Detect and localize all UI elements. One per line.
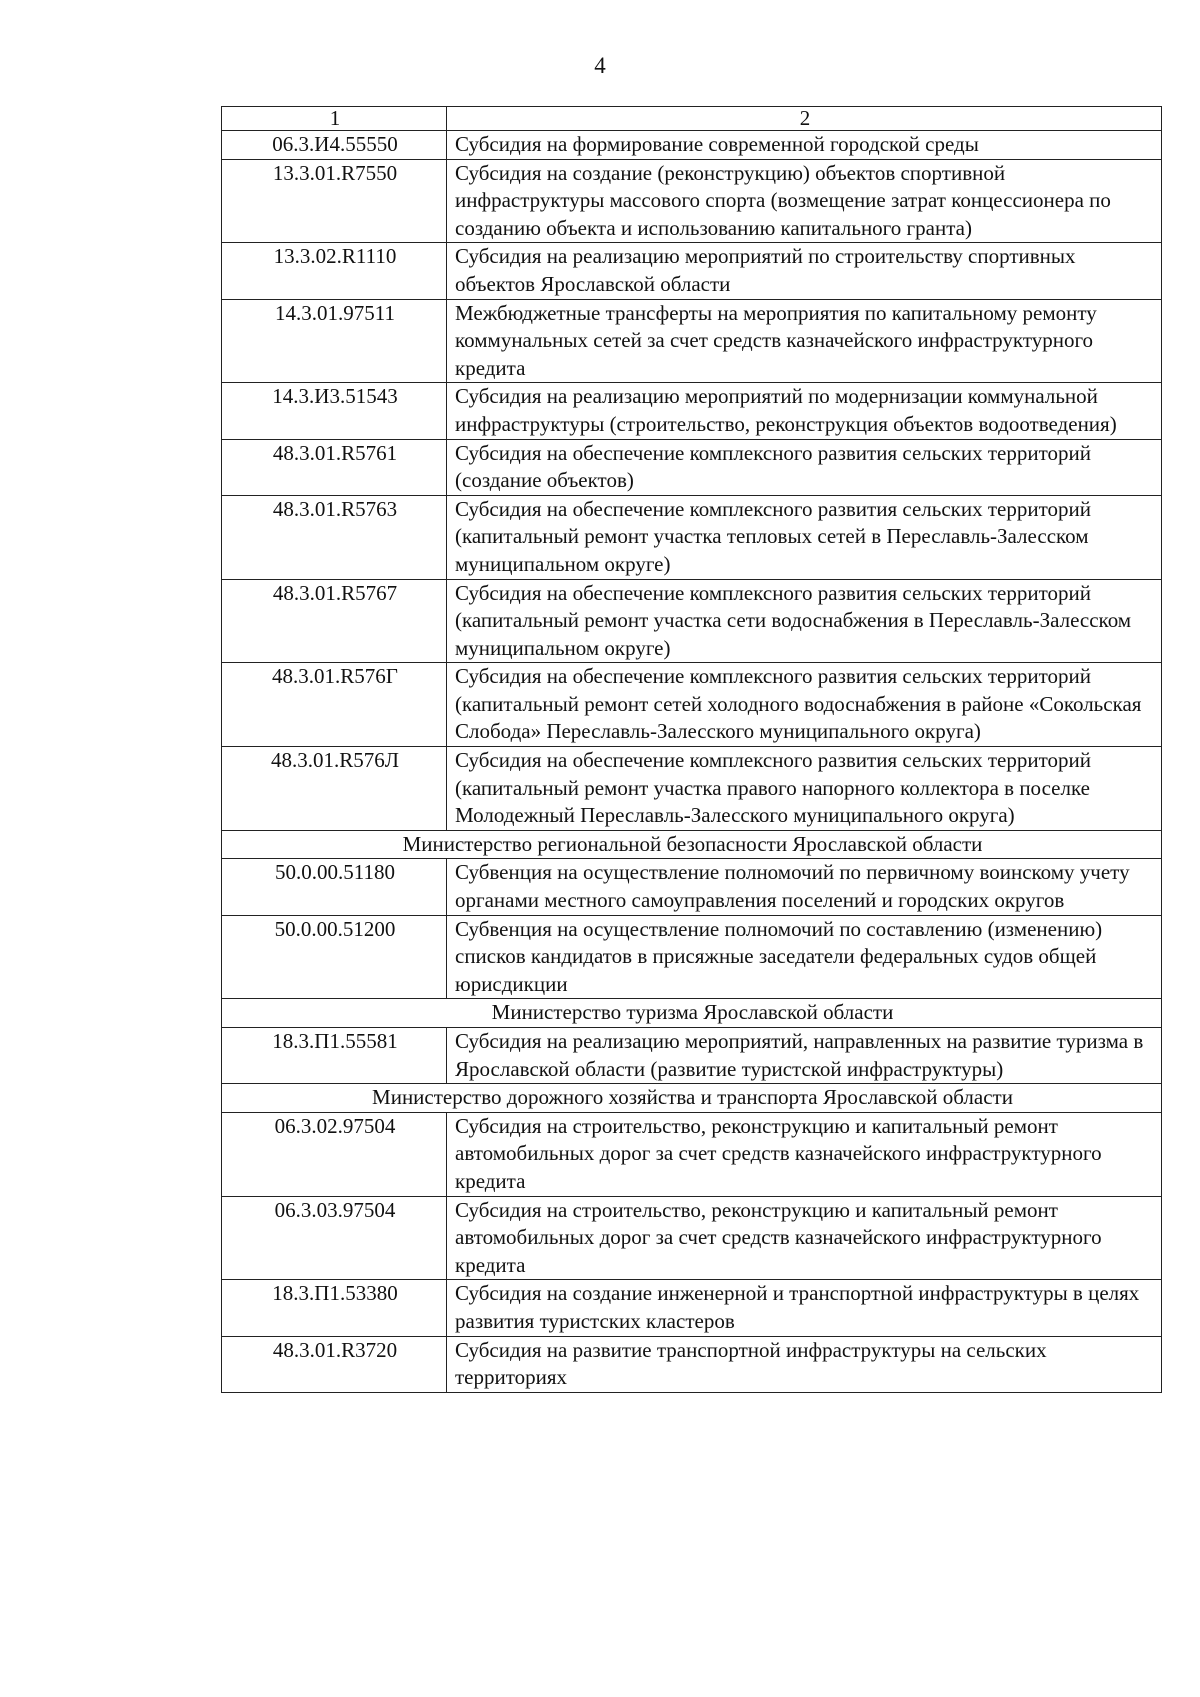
description-cell: Субсидия на реализацию мероприятий по строительству спортивных объектов Ярославской области	[447, 243, 1162, 299]
budget-code-cell: 14.3.01.97511	[222, 299, 447, 383]
budget-code-cell: 18.3.П1.53380	[222, 1280, 447, 1336]
description-cell: Субсидия на обеспечение комплексного развития сельских территорий (капитальный ремонт сетей холодного водоснабжения в районе «Сокольская Слобода» Переславль-Залесского муниципального округа)	[447, 663, 1162, 747]
column-header-2: 2	[447, 107, 1162, 131]
subsidy-code-table	[221, 106, 1162, 1393]
budget-code-cell: 48.3.01.R5767	[222, 579, 447, 663]
budget-code-cell: 13.3.02.R1110	[222, 243, 447, 299]
description-cell: Субсидия на обеспечение комплексного развития сельских территорий (капитальный ремонт участка тепловых сетей в Переславль-Залесском муниципальном округе)	[447, 495, 1162, 579]
budget-code-cell: 50.0.00.51200	[222, 915, 447, 999]
table-row	[222, 131, 1162, 160]
description-cell: Субсидия на строительство, реконструкцию и капитальный ремонт автомобильных дорог за счет средств казначейского инфраструктурного кредита	[447, 1196, 1162, 1280]
table-row	[222, 1196, 1162, 1280]
budget-code-cell: 06.3.02.97504	[222, 1112, 447, 1196]
page-number-area	[0, 52, 1200, 80]
description-cell: Субсидия на развитие транспортной инфраструктуры на сельских территориях	[447, 1336, 1162, 1392]
budget-code-cell: 48.3.01.R5761	[222, 439, 447, 495]
description-cell: Субсидия на реализацию мероприятий, направленных на развитие туризма в Ярославской области (развитие туристской инфраструктуры)	[447, 1028, 1162, 1084]
table-body	[222, 107, 1162, 1393]
table-row	[222, 299, 1162, 383]
description-cell: Субсидия на формирование современной городской среды	[447, 131, 1162, 160]
table-row	[222, 159, 1162, 243]
description-cell: Субсидия на обеспечение комплексного развития сельских территорий (капитальный ремонт участка сети водоснабжения в Переславль-Залесском муниципальном округе)	[447, 579, 1162, 663]
description-cell: Субсидия на реализацию мероприятий по модернизации коммунальной инфраструктуры (строительство, реконструкция объектов водоотведения)	[447, 383, 1162, 439]
table-row	[222, 439, 1162, 495]
page-number: 4	[594, 53, 606, 78]
table-row	[222, 1028, 1162, 1084]
budget-code-cell: 13.3.01.R7550	[222, 159, 447, 243]
table-row	[222, 747, 1162, 831]
table-row	[222, 663, 1162, 747]
table-row	[222, 915, 1162, 999]
description-cell: Субсидия на строительство, реконструкцию и капитальный ремонт автомобильных дорог за счет средств казначейского инфраструктурного кредита	[447, 1112, 1162, 1196]
section-title: Министерство дорожного хозяйства и транспорта Ярославской области	[222, 1084, 1162, 1113]
section-row	[222, 1084, 1162, 1113]
budget-code-cell: 48.3.01.R576Л	[222, 747, 447, 831]
description-cell: Субвенция на осуществление полномочий по составлению (изменению) списков кандидатов в присяжные заседатели федеральных судов общей юрисдикции	[447, 915, 1162, 999]
budget-code-cell: 14.3.И3.51543	[222, 383, 447, 439]
section-row	[222, 830, 1162, 859]
description-cell: Субсидия на обеспечение комплексного развития сельских территорий (капитальный ремонт участка правого напорного коллектора в поселке Молодежный Переславль-Залесского муниципального округа)	[447, 747, 1162, 831]
budget-code-cell: 50.0.00.51180	[222, 859, 447, 915]
description-cell: Субсидия на обеспечение комплексного развития сельских территорий (создание объектов)	[447, 439, 1162, 495]
table-row	[222, 1280, 1162, 1336]
budget-code-cell: 48.3.01.R5763	[222, 495, 447, 579]
section-title: Министерство туризма Ярославской области	[222, 999, 1162, 1028]
table-row	[222, 1336, 1162, 1392]
table-row	[222, 243, 1162, 299]
description-cell: Субвенция на осуществление полномочий по первичному воинскому учету органами местного самоуправления поселений и городских округов	[447, 859, 1162, 915]
description-cell: Межбюджетные трансферты на мероприятия по капитальному ремонту коммунальных сетей за счет средств казначейского инфраструктурного кредита	[447, 299, 1162, 383]
description-cell: Субсидия на создание инженерной и транспортной инфраструктуры в целях развития туристских кластеров	[447, 1280, 1162, 1336]
budget-code-cell: 06.3.03.97504	[222, 1196, 447, 1280]
budget-code-cell: 18.3.П1.55581	[222, 1028, 447, 1084]
section-row	[222, 999, 1162, 1028]
budget-code-cell: 06.3.И4.55550	[222, 131, 447, 160]
table-row	[222, 383, 1162, 439]
table-row	[222, 1112, 1162, 1196]
budget-code-cell: 48.3.01.R3720	[222, 1336, 447, 1392]
table-row	[222, 495, 1162, 579]
table-header-row	[222, 107, 1162, 131]
table-row	[222, 859, 1162, 915]
description-cell: Субсидия на создание (реконструкцию) объектов спортивной инфраструктуры массового спорта (возмещение затрат концессионера по созданию объекта и использованию капитального гранта)	[447, 159, 1162, 243]
table-row	[222, 579, 1162, 663]
column-header-1: 1	[222, 107, 447, 131]
budget-code-cell: 48.3.01.R576Г	[222, 663, 447, 747]
section-title: Министерство региональной безопасности Ярославской области	[222, 830, 1162, 859]
